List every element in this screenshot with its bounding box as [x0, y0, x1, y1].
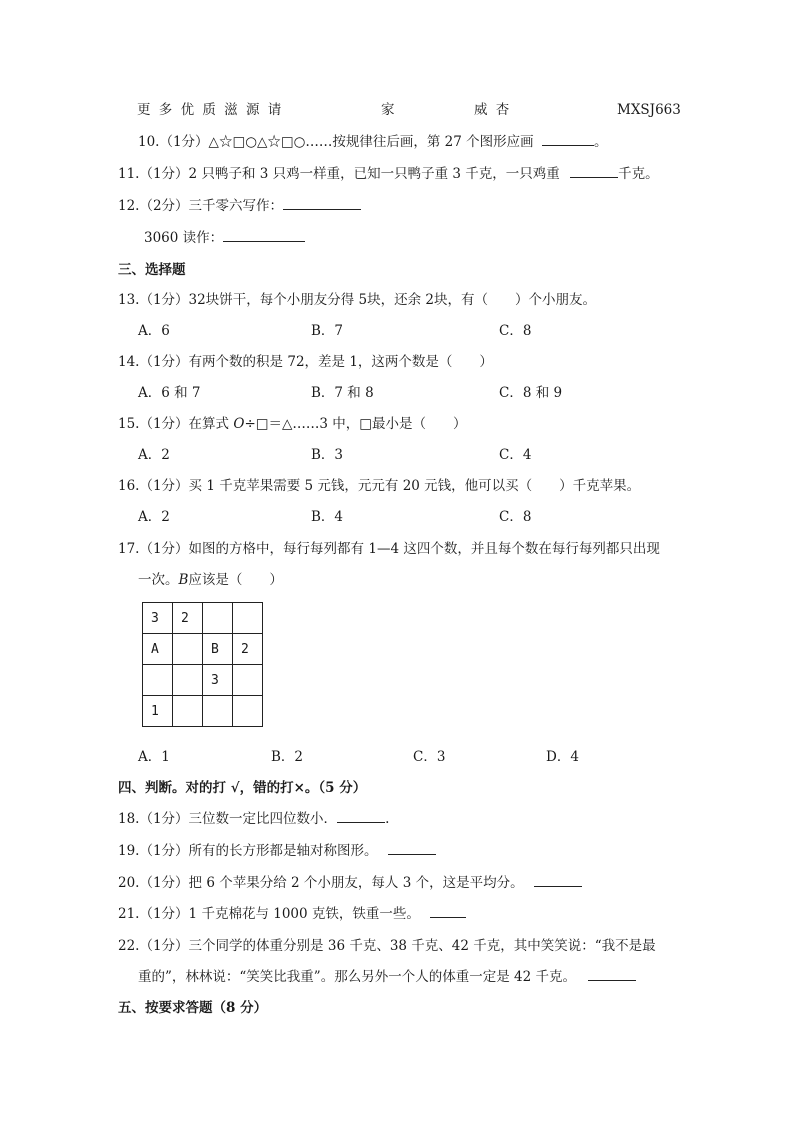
- question-17-line2-rest: 应该是（ ）: [188, 572, 283, 588]
- question-17-b: B: [178, 572, 189, 588]
- question-18-end: .: [385, 811, 390, 827]
- header-text-3: 威 杏: [474, 102, 512, 118]
- question-12-sub-text: 3060 读作：: [144, 230, 224, 246]
- question-22-line2-text: 重的”，林林说：“笑笑比我重”。那么另外一个人的体重一定是 42 千克。: [138, 969, 576, 985]
- answer-blank-18[interactable]: [337, 810, 385, 823]
- grid-cell: [173, 634, 203, 665]
- q15-option-b[interactable]: B．3: [311, 447, 344, 463]
- question-16: 16.（1分）买 1 千克苹果需要 5 元钱，元元有 20 元钱，他可以买（ ）千克苹果。: [118, 478, 641, 494]
- question-12: [118, 197, 361, 215]
- q17-option-c[interactable]: C．3: [413, 749, 446, 765]
- q15-option-c[interactable]: C．4: [499, 447, 532, 463]
- question-21-text: 21.（1分）1 千克棉花与 1000 克铁，铁重一些。: [118, 906, 420, 922]
- question-20: [118, 874, 582, 892]
- grid-row: [143, 665, 263, 696]
- grid-row: [143, 603, 263, 634]
- question-20-text: 20.（1分）把 6 个苹果分给 2 个小朋友，每人 3 个，这是平均分。: [118, 875, 524, 891]
- q13-option-a[interactable]: A．6: [138, 323, 170, 339]
- question-17-line2: [138, 571, 283, 589]
- section-3-title: 三、选择题: [118, 262, 186, 278]
- grid-cell: [203, 696, 233, 727]
- question-10: [138, 133, 607, 151]
- question-22-line2: [138, 968, 636, 986]
- q17-option-d[interactable]: D．4: [546, 749, 579, 765]
- grid-cell: [233, 603, 263, 634]
- question-11-text: 11.（1分）2 只鸭子和 3 只鸡一样重，已知一只鸭子重 3 千克，一只鸡重: [118, 166, 560, 182]
- q17-option-b[interactable]: B．2: [271, 749, 304, 765]
- question-22-line1: 22.（1分）三个同学的体重分别是 36 千克、38 千克、42 千克，其中笑笑说：“我不是最: [118, 938, 656, 954]
- q15-option-a[interactable]: A．2: [138, 447, 170, 463]
- question-15: [118, 415, 467, 433]
- q13-option-c[interactable]: C．8: [499, 323, 532, 339]
- answer-blank-21[interactable]: [430, 905, 466, 918]
- question-18-text: 18.（1分）三位数一定比四位数小．: [118, 811, 338, 827]
- answer-blank-19[interactable]: [388, 842, 436, 855]
- q14-option-a[interactable]: A．6 和 7: [138, 385, 201, 401]
- header-code: MXSJ663: [617, 102, 681, 118]
- question-12-sub: [144, 229, 305, 247]
- question-12-text: 12.（2分）三千零六写作：: [118, 198, 284, 214]
- question-11: [118, 165, 659, 183]
- grid-row: [143, 696, 263, 727]
- q17-option-a[interactable]: A．1: [138, 749, 170, 765]
- grid-cell: B: [203, 634, 233, 665]
- question-19-text: 19.（1分）所有的长方形都是轴对称图形。: [118, 843, 378, 859]
- question-14: 14.（1分）有两个数的积是 72，差是 1，这两个数是（ ）: [118, 354, 493, 370]
- question-13: 13.（1分）32块饼干，每个小朋友分得 5块，还余 2块，有（ ）个小朋友。: [118, 292, 596, 308]
- grid-row: [143, 634, 263, 665]
- grid-cell: 3: [203, 665, 233, 696]
- question-21: [118, 905, 466, 923]
- question-15-o: O: [233, 416, 245, 432]
- grid-cell: 3: [143, 603, 173, 634]
- q13-option-b[interactable]: B．7: [311, 323, 344, 339]
- grid-cell: 2: [233, 634, 263, 665]
- answer-blank-12b[interactable]: [223, 229, 305, 242]
- question-17-line2-prefix: 一次。: [138, 572, 179, 588]
- grid-cell: A: [143, 634, 173, 665]
- answer-blank-20[interactable]: [534, 874, 582, 887]
- question-18: [118, 810, 389, 828]
- answer-blank-22[interactable]: [588, 968, 636, 981]
- answer-blank-12a[interactable]: [283, 197, 361, 210]
- section-5-title: 五、按要求答题（8 分）: [118, 1000, 268, 1016]
- question-15-rest: ÷□＝△……3 中，□最小是（ ）: [244, 416, 467, 432]
- q16-option-b[interactable]: B．4: [311, 509, 344, 525]
- grid-cell: [233, 696, 263, 727]
- answer-blank-10[interactable]: [542, 133, 594, 146]
- question-19: [118, 842, 436, 860]
- grid-cell: [233, 665, 263, 696]
- question-11-end: 千克。: [618, 166, 659, 182]
- question-15-prefix: 15.（1分）在算式: [118, 416, 234, 432]
- grid-cell: [173, 665, 203, 696]
- header-text-2: 家: [381, 102, 395, 118]
- q14-option-b[interactable]: B．7 和 8: [311, 385, 374, 401]
- header-text-1: 更 多 优 质 滋 源 请: [137, 102, 284, 118]
- grid-cell: 1: [143, 696, 173, 727]
- grid-cell: 2: [173, 603, 203, 634]
- answer-blank-11[interactable]: [570, 165, 618, 178]
- q14-option-c[interactable]: C．8 和 9: [499, 385, 563, 401]
- q16-option-a[interactable]: A．2: [138, 509, 170, 525]
- grid-cell: [143, 665, 173, 696]
- question-10-end: 。: [593, 134, 608, 150]
- number-grid: [142, 602, 263, 727]
- q16-option-c[interactable]: C．8: [499, 509, 532, 525]
- section-4-title: 四、判断。对的打 √，错的打×。（5 分）: [118, 780, 367, 796]
- grid-cell: [203, 603, 233, 634]
- question-17-line1: 17.（1分）如图的方格中，每行每列都有 1—4 这四个数，并且每个数在每行每列都只出现: [118, 541, 660, 557]
- grid-cell: [173, 696, 203, 727]
- question-10-text: 10.（1分）△☆□○△☆□○……按规律往后画，第 27 个图形应画: [138, 134, 534, 150]
